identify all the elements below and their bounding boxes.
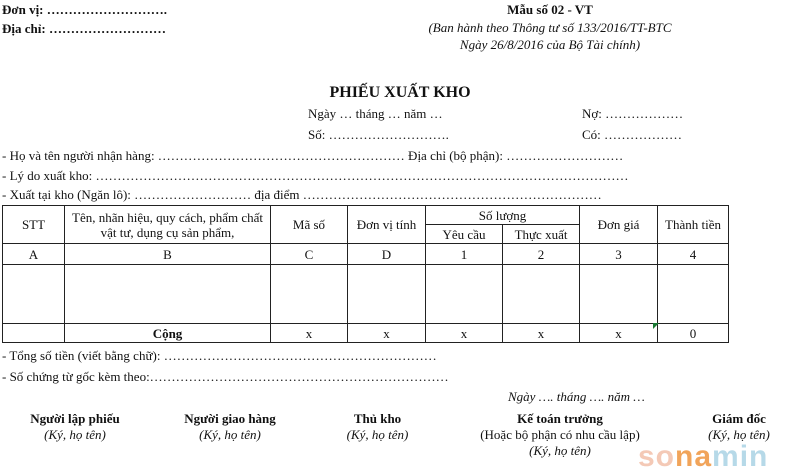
signature-title: Thủ kho [353, 411, 402, 426]
watermark-logo: sonamin [638, 440, 769, 473]
total-price: x [580, 324, 658, 343]
signature-title: Kế toán trưởng [517, 411, 603, 426]
total-label: Cộng [65, 324, 271, 343]
total-words-line: - Tổng số tiền (viết bằng chữ): ……………………………………………………… [2, 348, 437, 363]
data-cell[interactable] [3, 265, 65, 324]
table-header-row [3, 206, 729, 225]
issued-date: Ngày 26/8/2016 của Bộ Tài chính) [459, 37, 641, 52]
debit-line: Nợ: ……………… [582, 106, 684, 121]
issued-by: (Ban hành theo Thông tư số 133/2016/TT-BTC [428, 20, 672, 35]
code-cell: 2 [503, 244, 580, 265]
signature-note: (Ký, họ tên) [44, 427, 106, 442]
page-title: PHIẾU XUẤT KHO [329, 84, 471, 101]
signature-block-preparer [0, 411, 150, 443]
signature-note: (Hoặc bộ phận có nhu cầu lập) [480, 427, 640, 442]
data-cell[interactable] [65, 265, 271, 324]
address-line: Địa chỉ: ……………………… [2, 21, 166, 36]
total-requested: x [426, 324, 503, 343]
sign-date: Ngày …. tháng …. năm … [508, 389, 645, 404]
header-requested: Yêu cầu [426, 225, 503, 244]
signature-title: Giám đốc [712, 411, 766, 426]
form-number: Mẫu số 02 - VT [507, 2, 593, 17]
warehouse-field: - Xuất tại kho (Ngăn lô): ……………………… địa điểm …………………………………………………………… [2, 187, 602, 202]
data-cell[interactable] [426, 265, 503, 324]
receiver-field: - Họ và tên người nhận hàng: ………………………………………………… Địa chỉ (bộ phận): ……………………… [2, 148, 624, 163]
header-code: Mã số [271, 206, 348, 244]
data-cell[interactable] [271, 265, 348, 324]
header-quantity: Số lượng [426, 206, 580, 225]
signature-block-accountant [450, 411, 670, 459]
table-row [3, 265, 729, 324]
total-unit: x [348, 324, 426, 343]
header-stt: STT [3, 206, 65, 244]
code-cell: 1 [426, 244, 503, 265]
total-code: x [271, 324, 348, 343]
unit-line: Đơn vị: ………………………. [2, 2, 168, 17]
header-actual: Thực xuất [503, 225, 580, 244]
table-code-row [3, 244, 729, 265]
code-cell: D [348, 244, 426, 265]
attached-docs-line: - Số chứng từ gốc kèm theo:…………………………………………………………… [2, 369, 449, 384]
header-amount: Thành tiền [658, 206, 729, 244]
date-line: Ngày … tháng … năm … [308, 106, 443, 121]
header-unit: Đơn vị tính [348, 206, 426, 244]
header-name: Tên, nhãn hiệu, quy cách, phẩm chất vật tư, dụng cụ sản phẩm, [65, 206, 271, 244]
signature-block-deliverer [155, 411, 305, 443]
signature-title: Người giao hàng [184, 411, 276, 426]
data-cell[interactable] [503, 265, 580, 324]
signature-note-2: (Ký, họ tên) [529, 443, 591, 458]
total-actual: x [503, 324, 580, 343]
signature-note: (Ký, họ tên) [199, 427, 261, 442]
code-cell: 3 [580, 244, 658, 265]
data-cell[interactable] [348, 265, 426, 324]
total-empty-cell [3, 324, 65, 343]
code-cell: 4 [658, 244, 729, 265]
code-cell: C [271, 244, 348, 265]
total-amount: 0 [658, 324, 729, 343]
data-cell[interactable] [580, 265, 658, 324]
cell-comment-marker [653, 323, 659, 329]
signature-block-storekeeper [310, 411, 445, 443]
header-price: Đơn giá [580, 206, 658, 244]
code-cell: A [3, 244, 65, 265]
credit-line: Có: ……………… [582, 127, 683, 142]
signature-title: Người lập phiếu [30, 411, 120, 426]
number-line: Số: ………………………. [308, 127, 449, 142]
data-cell[interactable] [658, 265, 729, 324]
goods-table [2, 205, 729, 343]
signature-note: (Ký, họ tên) [346, 427, 409, 442]
reason-field: - Lý do xuất kho: …………………………………………………………………………………………………………… [2, 168, 629, 183]
table-total-row [3, 324, 729, 343]
signature-block-director [680, 411, 798, 443]
signature-note: (Ký, họ tên) [708, 427, 770, 442]
code-cell: B [65, 244, 271, 265]
